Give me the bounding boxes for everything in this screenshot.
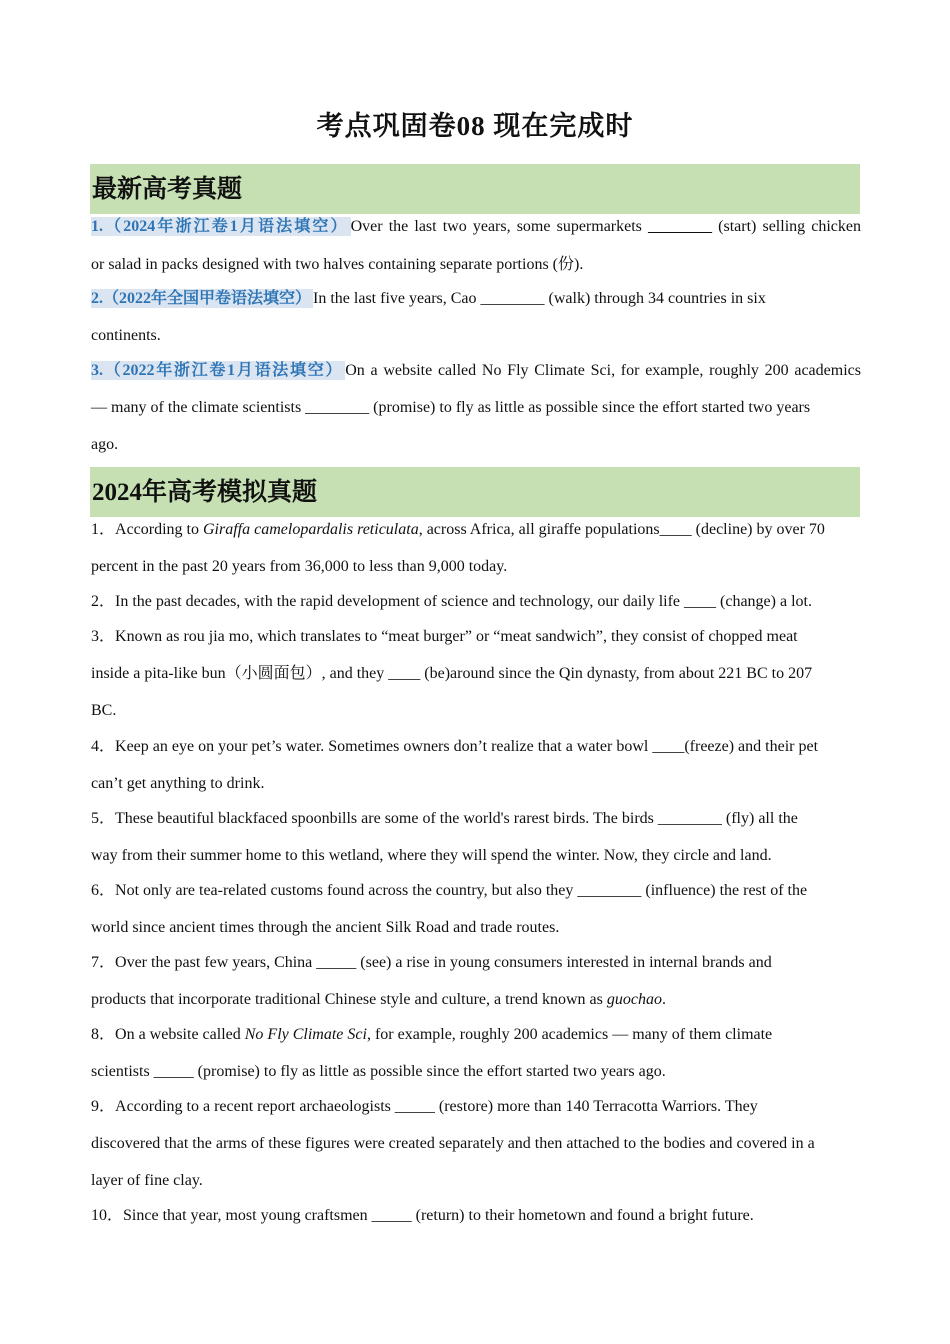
mock-question-5-line-2: way from their summer home to this wetland, where they will spend the winter. Now, they circle and land. — [91, 847, 772, 864]
question-3-line-2: — many of the climate scientists ________ (promise) to fly as little as possible since the effort started two years — [91, 399, 811, 416]
mock-question-6-line-1: 6．Not only are tea-related customs found across the country, but also they ________ (influence) the rest of the — [91, 882, 808, 899]
question-2-source-tag: 2.（2022年全国甲卷语法填空） — [91, 290, 312, 307]
mock-question-3-line-1: 3．Known as rou jia mo, which translates to “meat burger” or “meat sandwich”, they consist of chopped meat — [91, 628, 798, 645]
question-2-line-2: continents. — [91, 327, 161, 344]
section-heading-mock-exams: 2024年高考模拟真题 — [90, 467, 860, 517]
mock-question-9-line-3: layer of fine clay. — [91, 1172, 203, 1189]
mock-question-7-line-2: products that incorporate traditional Chinese style and culture, a trend known as guochao. — [91, 991, 666, 1008]
page-title: 考点巩固卷08 现在完成时 — [316, 111, 634, 141]
mock-question-10-line-1: 10．Since that year, most young craftsmen _____ (return) to their hometown and found a bright future. — [91, 1207, 754, 1224]
question-1-line-2: or salad in packs designed with two halves containing separate portions (份). — [91, 256, 584, 273]
question-3-line-1: 3.（2022年浙江卷1月语法填空） On a website called No Fly Climate Sci, for example, roughly 200 academics — [91, 362, 861, 379]
section-heading-latest-exams: 最新高考真题 — [90, 164, 860, 214]
mock-question-3-line-3: BC. — [91, 702, 117, 719]
mock-question-9-line-2: discovered that the arms of these figures were created separately and then attached to the bodies and covered in a — [91, 1135, 815, 1152]
question-3-line-3: ago. — [91, 436, 119, 453]
question-2-line-1: 2.（2022年全国甲卷语法填空） In the last five years, Cao ________ (walk) through 34 countries in six — [91, 290, 766, 307]
mock-question-5-line-1: 5．These beautiful blackfaced spoonbills are some of the world's rarest birds. The birds ________ (fly) all the — [91, 810, 798, 827]
mock-question-6-line-2: world since ancient times through the ancient Silk Road and trade routes. — [91, 919, 560, 936]
mock-question-4-line-1: 4．Keep an eye on your pet’s water. Sometimes owners don’t realize that a water bowl ____(freeze) and their pet — [91, 738, 819, 755]
mock-question-2-line-1: 2．In the past decades, with the rapid development of science and technology, our daily life ____ (change) a lot. — [91, 593, 812, 610]
mock-question-8-line-1: 8．On a website called No Fly Climate Sci, for example, roughly 200 academics — many of them climate — [91, 1026, 773, 1043]
question-1-line-1: 1.（2024年浙江卷1月语法填空） Over the last two years, some supermarkets ________ (start) selling chicken — [91, 218, 862, 235]
mock-question-4-line-2: can’t get anything to drink. — [91, 775, 265, 792]
mock-question-3-line-2: inside a pita-like bun（小圆面包）, and they ____ (be)around since the Qin dynasty, from about 221 BC to 207 — [91, 665, 813, 682]
mock-question-8-line-2: scientists _____ (promise) to fly as little as possible since the effort started two years ago. — [91, 1063, 666, 1080]
mock-question-1-line-2: percent in the past 20 years from 36,000 to less than 9,000 today. — [91, 558, 508, 575]
mock-question-9-line-1: 9．According to a recent report archaeologists _____ (restore) more than 140 Terracotta Warriors. They — [91, 1098, 758, 1115]
question-1-source-tag: 1.（2024年浙江卷1月语法填空） — [91, 218, 349, 235]
mock-question-1-line-1: 1．According to Giraffa camelopardalis reticulata, across Africa, all giraffe populations____ (decline) by over 70 — [91, 521, 825, 538]
question-3-source-tag: 3.（2022年浙江卷1月语法填空） — [91, 362, 344, 379]
mock-question-7-line-1: 7．Over the past few years, China _____ (see) a rise in young consumers interested in internal brands and — [91, 954, 772, 971]
